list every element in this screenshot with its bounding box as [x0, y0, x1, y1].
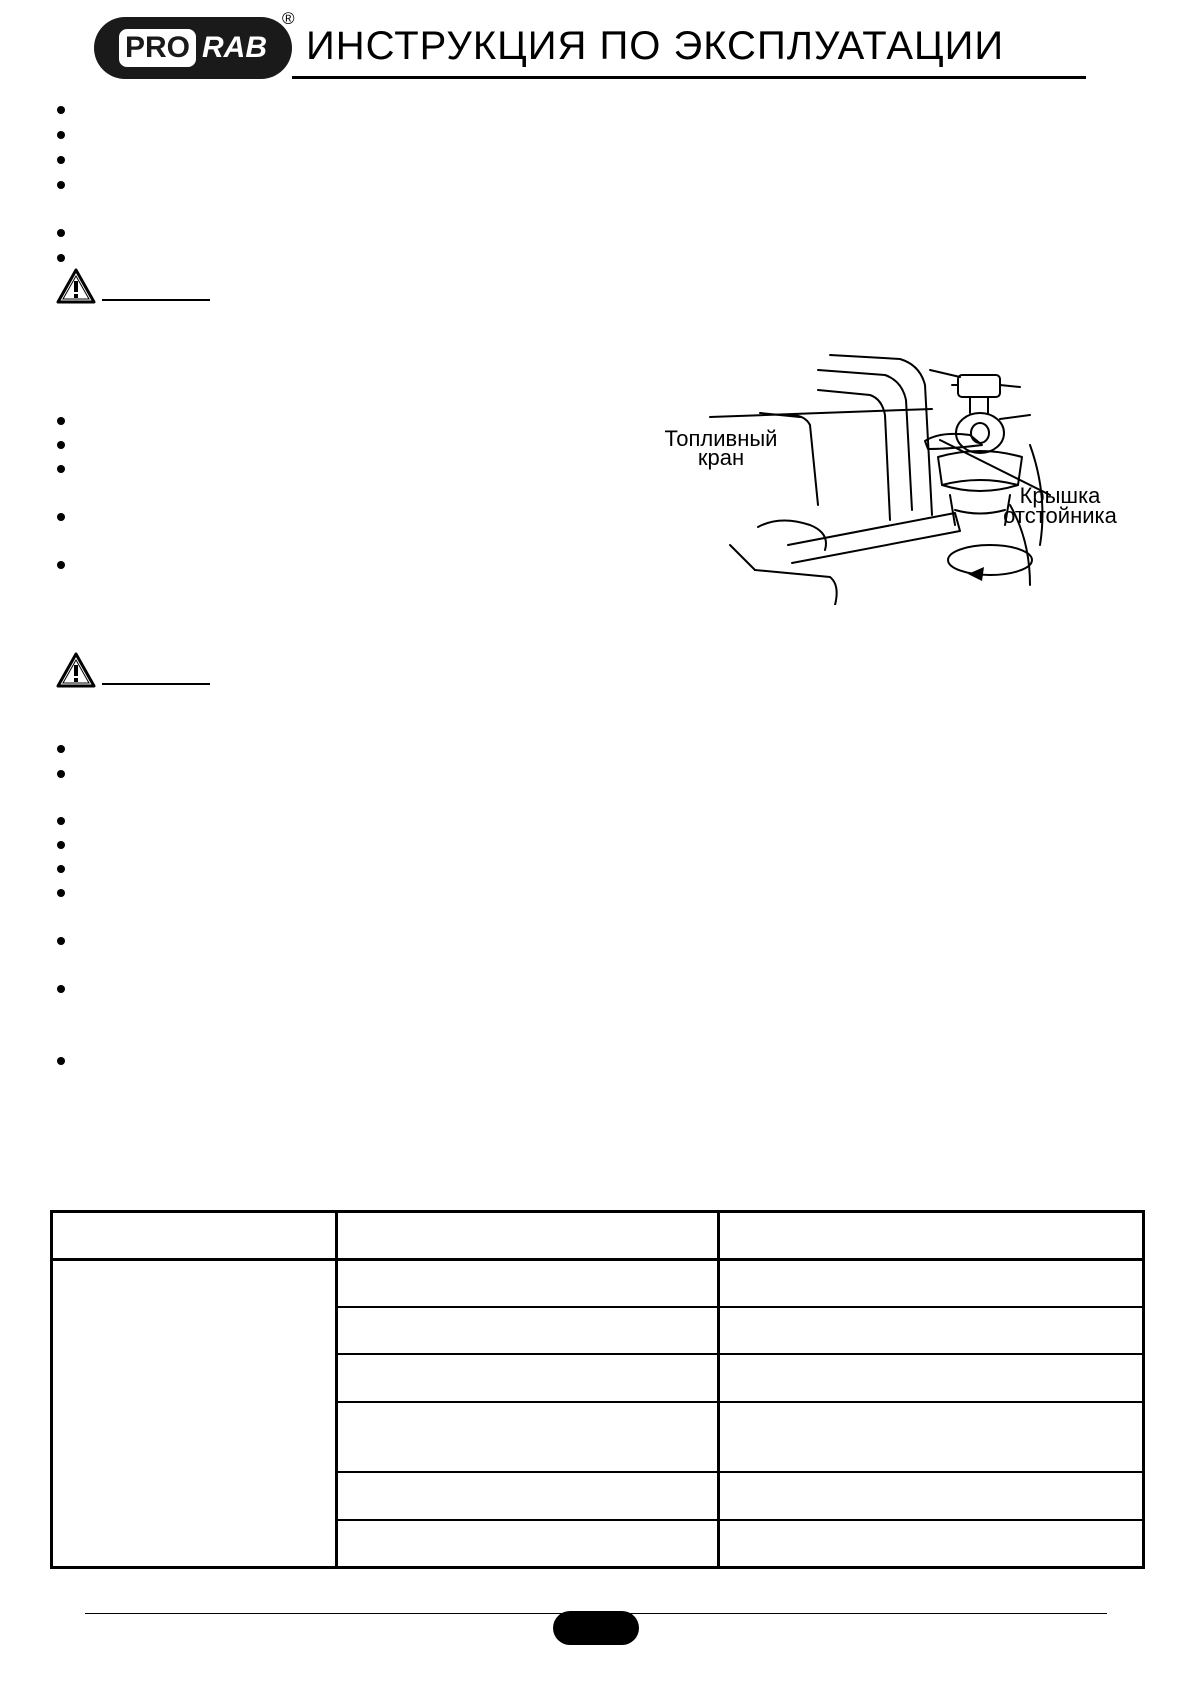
maintenance-table [50, 1210, 1145, 1569]
bullet-dot [57, 745, 65, 753]
bullet-dot [57, 770, 65, 778]
sump-cap-label-line1: Крышка [1019, 483, 1101, 508]
bullet-dot [57, 561, 65, 569]
bullet-dot [57, 817, 65, 825]
bullet-dot [57, 229, 65, 237]
warning-heading-rule [102, 683, 210, 685]
bullet-dot [57, 181, 65, 189]
prorab-logo [94, 17, 292, 79]
registered-mark: ® [282, 9, 295, 28]
fuel-valve-label-line1: Топливный [664, 426, 778, 451]
bullet-dot [57, 106, 65, 114]
page-number-badge [553, 1611, 639, 1645]
bullet-dot [57, 513, 65, 521]
bullet-dot [57, 465, 65, 473]
bullet-dot [57, 1057, 65, 1065]
fuel-valve-illustration [664, 345, 1140, 605]
bullet-dot [57, 937, 65, 945]
page-title: ИНСТРУКЦИЯ ПО ЭКСПЛУАТАЦИИ [306, 24, 1005, 68]
sump-cap-label-line2: отстойника [1003, 503, 1117, 528]
fuel-valve-label-line2: кран [697, 445, 745, 470]
bullet-dot [57, 131, 65, 139]
bullet-dot [57, 889, 65, 897]
table-row-divider [337, 1471, 1145, 1473]
logo-rab-text: RAB [202, 31, 267, 64]
logo-pro-text: PRO [119, 29, 196, 67]
table-column-divider [717, 1210, 720, 1569]
table-row-divider [337, 1401, 1145, 1403]
table-column-divider [335, 1210, 338, 1569]
table-header-rule [50, 1258, 1145, 1261]
header-rule [292, 76, 1086, 79]
bullet-dot [57, 865, 65, 873]
table-row-divider [337, 1306, 1145, 1308]
bullet-dot [57, 441, 65, 449]
bullet-dot [57, 417, 65, 425]
warning-triangle-icon [56, 652, 96, 688]
warning-triangle-icon [56, 268, 96, 304]
bullet-dot [57, 841, 65, 849]
table-row-divider [337, 1519, 1145, 1521]
table-row-divider [337, 1353, 1145, 1355]
bullet-dot [57, 254, 65, 262]
fuel-valve-drawing [670, 345, 1140, 605]
warning-heading-rule [102, 299, 210, 301]
bullet-dot [57, 156, 65, 164]
bullet-dot [57, 985, 65, 993]
